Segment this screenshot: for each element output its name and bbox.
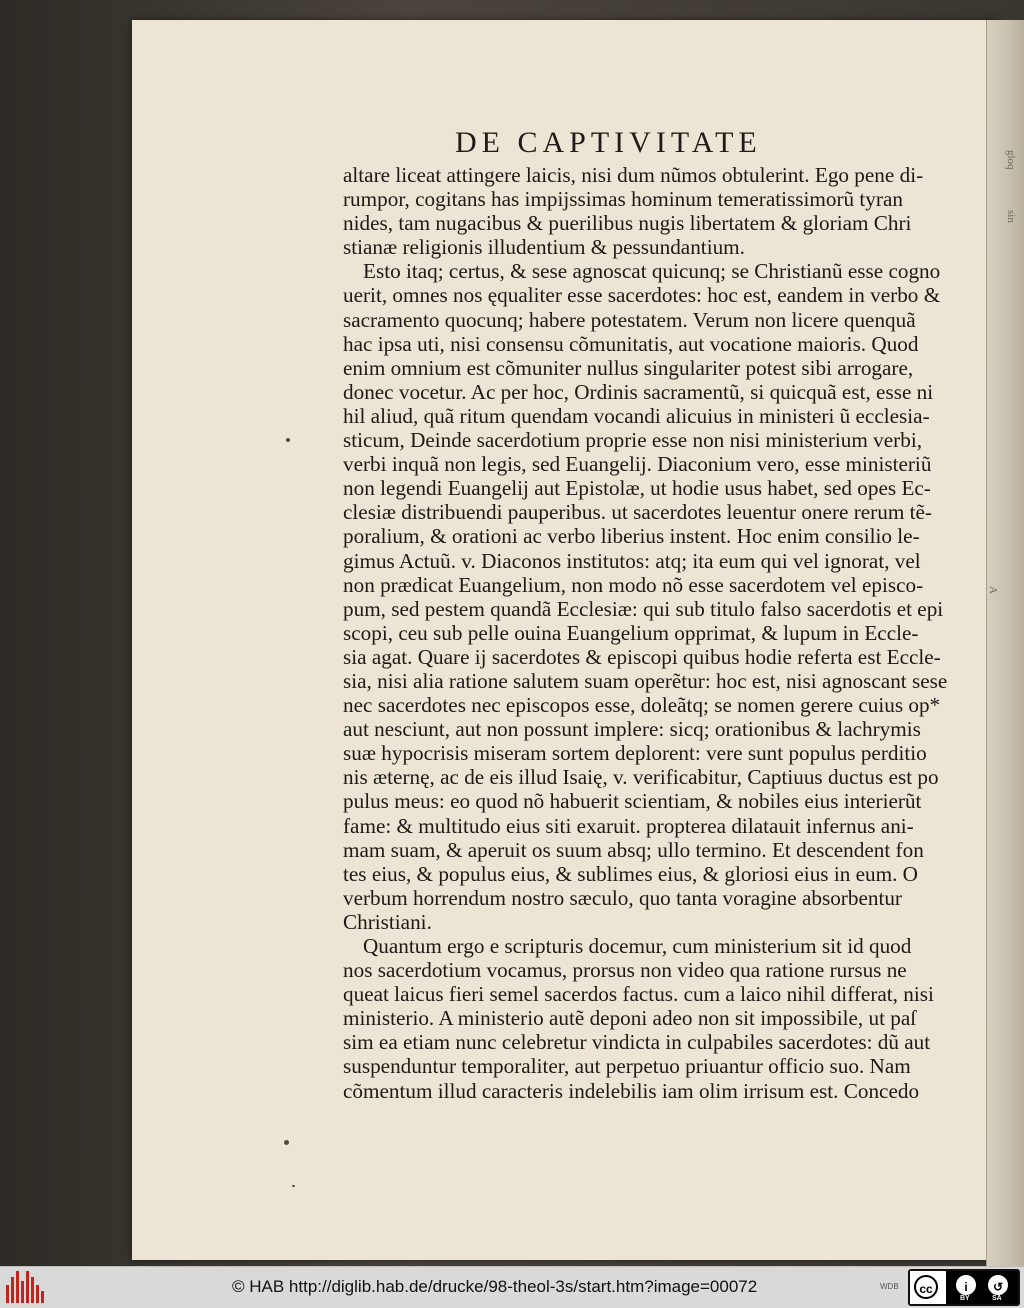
text-line: rumpor, cogitans has impijssimas hominum temeratissimorũ tyran [343, 187, 903, 212]
by-icon: i [954, 1273, 978, 1297]
text-line: verbi inquã non legis, sed Euangelij. Diaconium vero, esse ministeriũ [343, 452, 932, 477]
text-line: Esto itaq; certus, & sese agnoscat quicunq; se Christianũ esse cogno [363, 259, 941, 284]
cc-license-badge[interactable] [908, 1269, 1020, 1306]
wdb-mark: WDB [880, 1282, 899, 1291]
ink-spot [292, 1185, 295, 1187]
running-head: DE CAPTIVITATE [455, 126, 762, 159]
cc-attribution-section [946, 1271, 1018, 1304]
footer-bar [0, 1266, 1024, 1308]
text-line: hil aliud, quã ritum quendam vocandi alicuius in ministeri ũ ecclesia- [343, 403, 930, 428]
sa-label: SA [992, 1295, 1002, 1302]
text-line: suæ hypocrisis miseram sortem deplorent: vere sunt populus perditio [343, 741, 927, 766]
cc-section [910, 1271, 946, 1304]
hab-logo-icon[interactable] [6, 1271, 46, 1303]
text-line: nos sacerdotium vocamus, prorsus non video qua ratione rursus ne [343, 958, 907, 983]
text-line: fame: & multitudo eius siti exaruit. propterea dilatauit infernus ani- [343, 813, 914, 838]
text-line: pum, sed pestem quandã Ecclesiæ: qui sub titulo falso sacerdotis et epi [343, 596, 944, 621]
text-line: altare liceat attingere laicis, nisi dum nũmos obtulerint. Ego pene di- [343, 163, 924, 187]
text-line: nec sacerdotes nec episcopos esse, doleãtq; se nomen gerere cuius op* [343, 693, 941, 718]
text-line: verbum horrendum nostro sæculo, quo tanta voragine absorbentur [343, 885, 902, 910]
strip-fragment: A [987, 586, 999, 594]
text-line: nides, tam nugacibus & puerilibus nugis libertatem & gloriam Chri [343, 211, 912, 236]
text-line: non prædicat Euangelium, non modo nõ esse sacerdotem vel episco- [343, 572, 924, 597]
text-line: uerit, omnes nos ęqualiter esse sacerdotes: hoc est, eandem in verbo & [343, 283, 941, 308]
strip-fragment: gloq [1005, 150, 1017, 170]
cc-icon: cc [914, 1275, 938, 1299]
text-line: poralium, & orationi ac verbo liberius instent. Hoc enim consilio le- [343, 524, 920, 549]
text-line: ministerio. A ministerio autẽ deponi adeo non sit impossibile, ut paſ [343, 1006, 917, 1031]
ink-spot [286, 438, 290, 442]
text-line: aut nesciunt, aut non possunt implere: sicq; orationibus & lachrymis [343, 717, 921, 742]
text-line: hac ipsa uti, nisi consensu cõmunitatis, aut vocatione maioris. Quod [343, 331, 919, 356]
text-line: non legendi Euangelij aut Epistolæ, ut hodie usus habet, sed opes Ec- [343, 476, 931, 501]
text-line: scopi, ceu sub pelle ouina Euangelium opprimat, & lupum in Eccle- [343, 620, 919, 645]
sa-icon: ↺ [986, 1273, 1010, 1297]
text-line: sim ea etiam nunc celebretur vindicta in culpabiles sacerdotes: dũ aut [343, 1030, 931, 1055]
text-line: Quantum ergo e scripturis docemur, cum ministerium sit id quod [363, 934, 912, 958]
text-line: queat laicus fieri semel sacerdos factus. cum a laico nihil differat, nisi [343, 982, 934, 1007]
by-label: BY [960, 1295, 970, 1302]
text-line: sia agat. Quare ij sacerdotes & episcopi quibus hodie referta est Eccle- [343, 644, 941, 669]
strip-fragment: sin [1005, 210, 1017, 223]
body-text [343, 163, 948, 1103]
text-line: donec vocetur. Ac per hoc, Ordinis sacramentũ, si quicquã est, esse ni [343, 379, 934, 404]
text-line: tes eius, & populus eius, & sublimes eius, & gloriosi eius in eum. O [343, 861, 918, 886]
ink-spot [284, 1140, 289, 1145]
text-line: stianæ religionis illudentium & pessundantium. [343, 235, 745, 260]
text-line: nis æternę, ac de eis illud Isaię, v. verificabitur, Captiuus ductus est po [343, 765, 939, 790]
text-line: Christiani. [343, 909, 432, 934]
text-line: suspenduntur temporaliter, aut perpetuo priuantur officio suo. Nam [343, 1054, 911, 1079]
text-line: mam suam, & aperuit os suum absq; ullo termino. Et descendent fon [343, 837, 924, 862]
text-line: sia, nisi alia ratione salutem suam operẽtur: hoc est, nisi agnoscant sese [343, 668, 948, 693]
text-line: sacramento quocunq; habere potestatem. Verum non licere quenquã [343, 307, 916, 332]
text-line: cõmentum illud caracteris indelebilis iam olim irrisum est. Concedo [343, 1078, 920, 1103]
text-line: clesiæ distribuendi pauperibus. ut sacerdotes leuentur onere rerum tẽ- [343, 500, 932, 525]
copyright-url[interactable]: © HAB http://diglib.hab.de/drucke/98-theol-3s/start.htm?image=00072 [232, 1277, 758, 1296]
text-line: pulus meus: eo quod nõ habuerit scientiam, & nobiles eius interierũt [343, 789, 922, 814]
text-line: gimus Actuũ. v. Diaconos institutos: atq; ita eum qui vel ignorat, vel [343, 548, 921, 573]
text-line: sticum, Deinde sacerdotium proprie esse non nisi ministerium verbi, [343, 428, 923, 453]
text-line: enim omnium est cõmuniter nullus singulariter potest sibi arrogare, [343, 355, 914, 380]
next-page-edge [986, 20, 1024, 1266]
